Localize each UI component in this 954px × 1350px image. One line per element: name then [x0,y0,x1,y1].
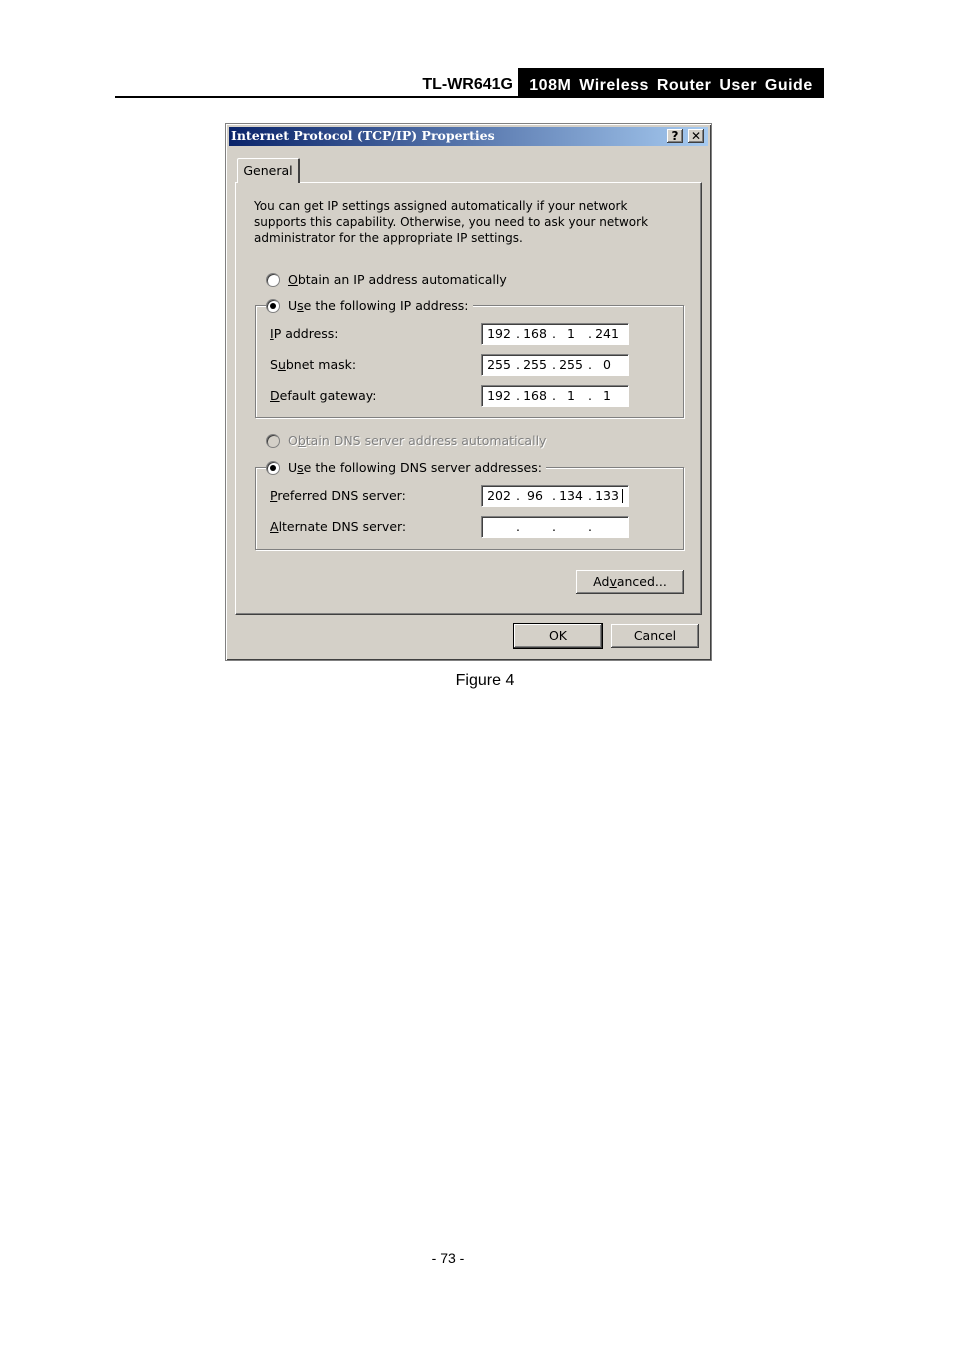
use-following-ip-option[interactable] [266,298,473,313]
ip-address-label: IP address: [270,326,339,341]
page-number: - 73 - [431,1250,465,1266]
subnet-mask-label: Subnet mask: [270,357,357,372]
cancel-button[interactable]: Cancel [611,624,699,648]
alternate-dns-field[interactable]: . . . [481,516,629,538]
document-model: TL-WR641G [422,76,513,93]
obtain-dns-auto-label: Obtain DNS server address automatically [288,433,547,448]
use-following-dns-label: Use the following DNS server addresses: [288,460,542,475]
tcpip-properties-dialog [225,123,712,661]
tab-general[interactable]: General [237,158,300,183]
dialog-title: Internet Protocol (TCP/IP) Properties [231,128,495,143]
ok-button[interactable]: OK [514,624,602,648]
use-following-ip-radio[interactable] [266,299,280,313]
subnet-mask-field[interactable]: 255 . 255 . 255 . 0 [481,354,629,376]
default-gateway-label: Default gateway: [270,388,377,403]
use-following-dns-option[interactable] [266,460,546,475]
help-button[interactable]: ? [667,129,683,143]
figure-caption: Figure 4 [455,672,515,689]
preferred-dns-field[interactable]: 202 . 96 . 134 . 133 [481,485,629,507]
obtain-ip-auto-option[interactable] [266,272,511,287]
default-gateway-field[interactable]: 192 . 168 . 1 . 1 [481,385,629,407]
title-bar[interactable] [229,127,708,146]
advanced-button[interactable]: Advanced... [576,570,684,594]
ip-address-field[interactable]: 192 . 168 . 1 . 241 [481,323,629,345]
obtain-ip-auto-label: Obtain an IP address automatically [288,272,507,287]
text-cursor [622,489,623,503]
obtain-ip-auto-radio[interactable] [266,273,280,287]
use-following-dns-radio[interactable] [266,461,280,475]
intro-text: You can get IP settings assigned automatically if your network supports this capability. Otherwise, you need to ask your network administrator for the appropriate IP settings. [254,199,649,245]
preferred-dns-label: Preferred DNS server: [270,488,406,503]
close-button[interactable]: ✕ [688,129,704,143]
use-following-ip-label: Use the following IP address: [288,298,469,313]
obtain-dns-auto-radio [266,434,280,448]
document-guide-title: 108M Wireless Router User Guide [518,68,824,97]
header-rule [115,96,824,98]
obtain-dns-auto-option [266,433,550,448]
alternate-dns-label: Alternate DNS server: [270,519,407,534]
